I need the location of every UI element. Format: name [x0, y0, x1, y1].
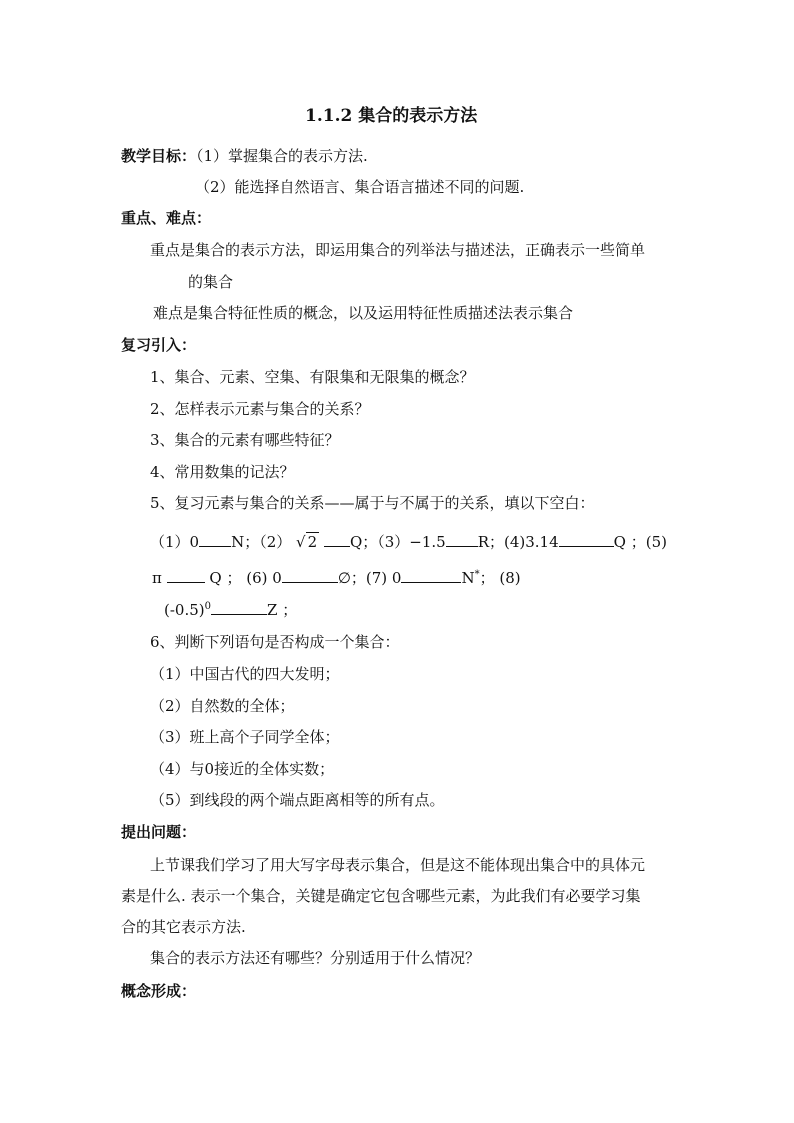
review-q1: 1、集合、元素、空集、有限集和无限集的概念？	[150, 368, 475, 386]
concept-label: 概念形成：	[121, 982, 197, 1000]
goals-label: 教学目标：	[121, 147, 197, 165]
fill-text: ； (8)	[479, 569, 521, 587]
pi-symbol: π	[152, 569, 162, 587]
fill-row-2	[152, 568, 521, 588]
keypoint-1a: 重点是集合的表示方法，即运用集合的列举法与描述法，正确表示一些简单	[150, 241, 646, 259]
radicand: 2	[307, 533, 318, 551]
blank	[282, 568, 338, 583]
blank	[211, 600, 267, 615]
fill-text: Q ； (6) 0	[209, 569, 282, 587]
statement-1: （1）中国古代的四大发明；	[150, 665, 340, 683]
review-q6: 6、判断下列语句是否构成一个集合：	[150, 633, 400, 651]
fill-text: （1）0	[150, 533, 200, 551]
question-text-3: 合的其它表示方法.	[121, 918, 246, 936]
question-text-2: 素是什么. 表示一个集合，关键是确定它包含哪些元素，为此我们有必要学习集	[121, 887, 641, 905]
keypoint-1b: 的集合	[188, 273, 234, 291]
fill-text: (-0.5)	[164, 601, 205, 619]
statement-3: （3）班上高个子同学全体；	[150, 728, 340, 746]
review-q2: 2、怎样表示元素与集合的关系？	[150, 400, 370, 418]
question-label: 提出问题：	[121, 823, 197, 841]
fill-text: N；（2）	[231, 533, 292, 551]
superscript: 0	[204, 601, 212, 612]
keypoint-2: 难点是集合特征性质的概念，以及运用特征性质描述法表示集合	[153, 304, 574, 322]
question-text-1: 上节课我们学习了用大写字母表示集合，但是这不能体现出集合中的具体元	[150, 856, 646, 874]
blank	[324, 532, 350, 547]
blank	[167, 568, 205, 583]
keypoints-label: 重点、难点：	[121, 209, 212, 227]
review-label: 复习引入：	[121, 336, 197, 354]
sqrt-expression: √ 2	[296, 533, 318, 551]
review-q4: 4、常用数集的记法？	[150, 463, 295, 481]
fill-text: Q ；(5)	[613, 533, 667, 551]
fill-text: R；(4)3.14	[477, 533, 559, 551]
fill-text: Z ；	[267, 601, 298, 619]
blank	[199, 532, 231, 547]
fill-row-1	[150, 532, 667, 552]
fill-row-3	[164, 600, 297, 620]
goals-row-1	[121, 146, 368, 166]
statement-4: （4）与0接近的全体实数；	[150, 760, 335, 778]
blank	[446, 532, 478, 547]
fill-text: ∅；(7) 0	[337, 569, 402, 587]
goal-2: （2）能选择自然语言、集合语言描述不同的问题.	[195, 178, 525, 196]
review-q5: 5、复习元素与集合的关系——属于与不属于的关系，填以下空白：	[150, 494, 595, 512]
superscript: *	[474, 569, 480, 580]
blank	[401, 568, 461, 583]
fill-text: N	[461, 569, 475, 587]
question-text-4: 集合的表示方法还有哪些？分别适用于什么情况？	[150, 949, 481, 967]
fill-text: Q；（3）−1.5	[349, 533, 446, 551]
goal-1: （1）掌握集合的表示方法.	[196, 147, 368, 165]
page-title: 1.1.2 集合的表示方法	[305, 106, 478, 126]
review-q3: 3、集合的元素有哪些特征？	[150, 431, 340, 449]
blank	[559, 532, 614, 547]
statement-5: （5）到线段的两个端点距离相等的所有点。	[150, 791, 445, 809]
statement-2: （2）自然数的全体；	[150, 697, 295, 715]
